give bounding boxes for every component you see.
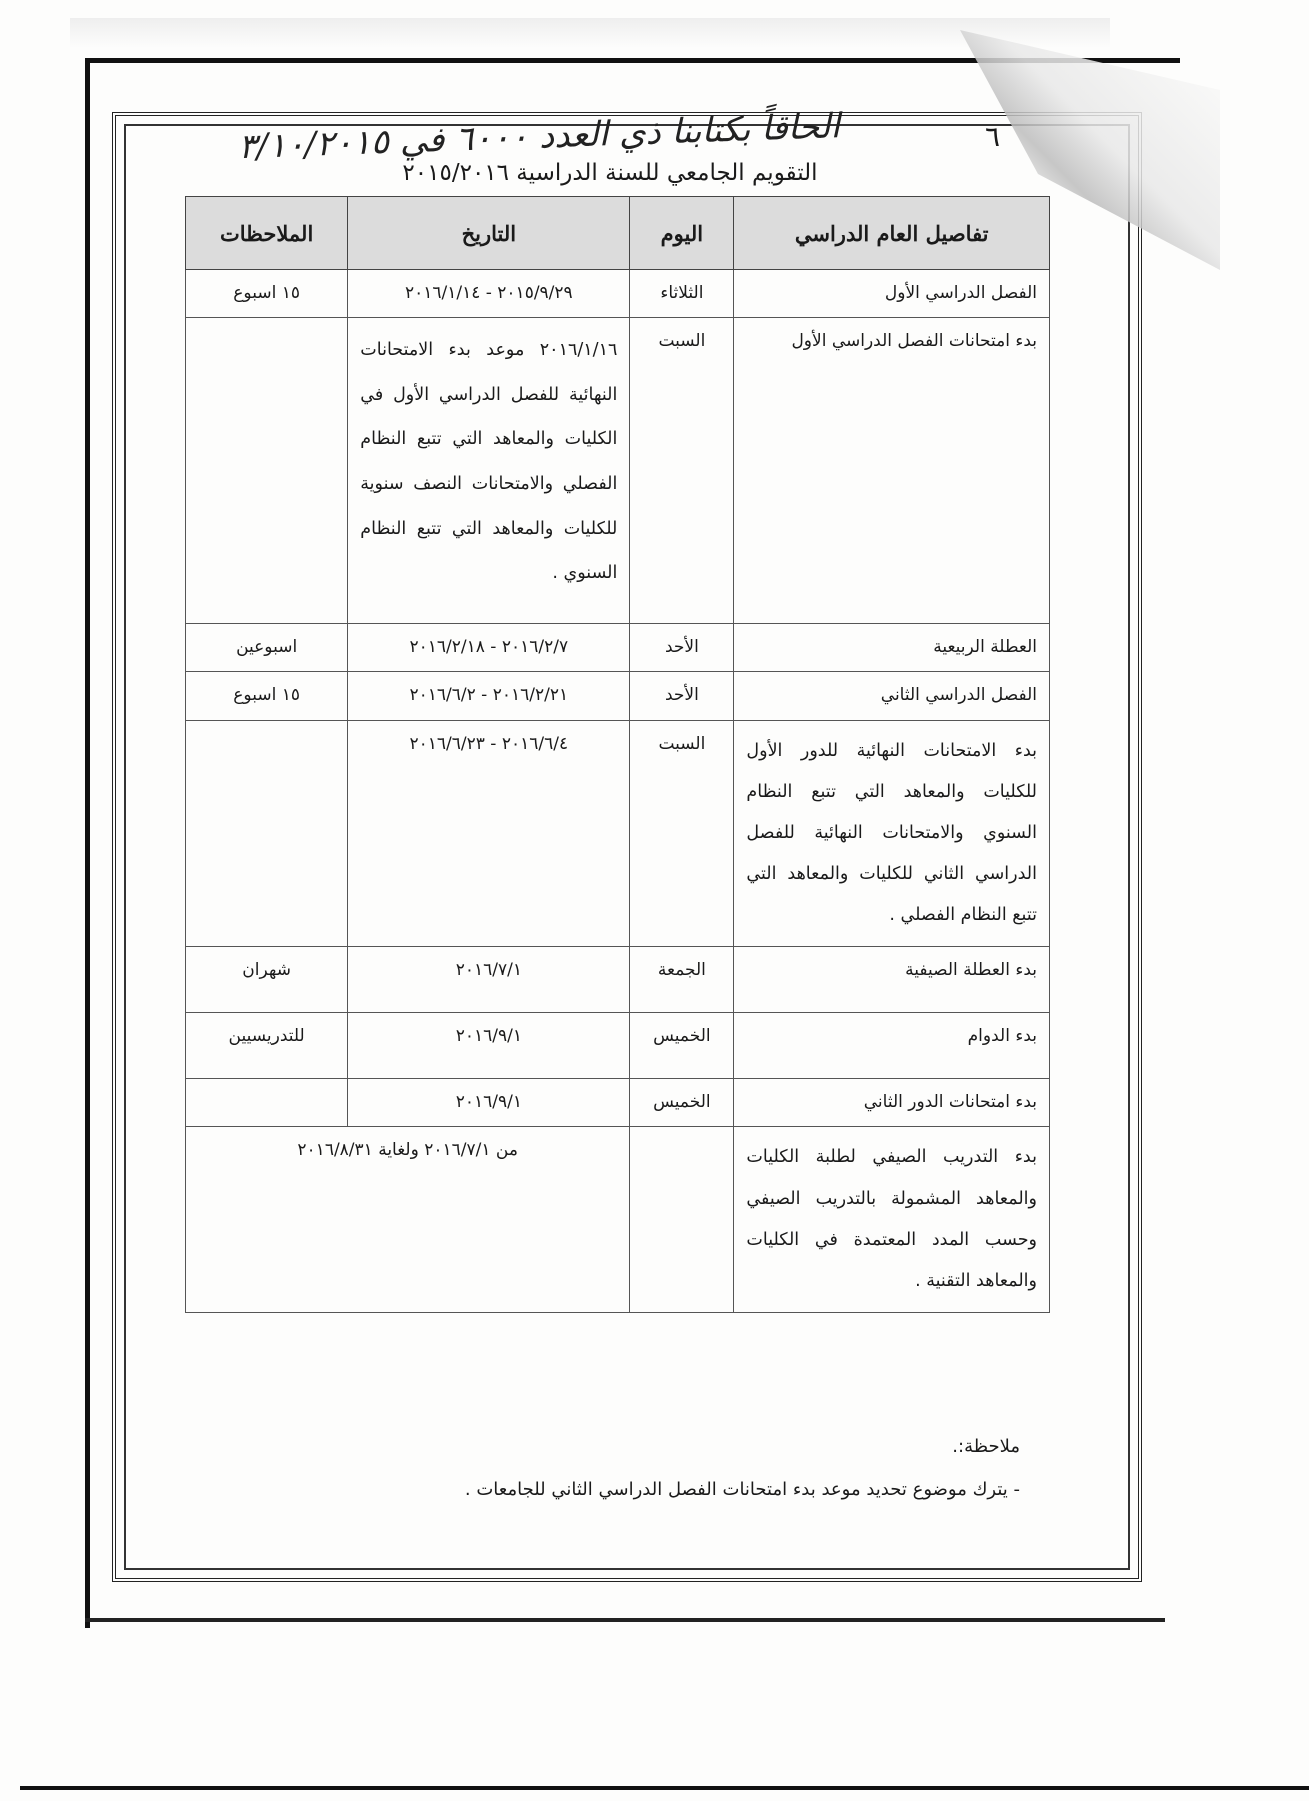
table-row bbox=[186, 947, 1050, 1013]
row-details: بدء التدريب الصيفي لطلبة الكليات والمعاهد المشمولة بالتدريب الصيفي وحسب المدد المعتمدة في الكليات والمعاهد التقنية . bbox=[734, 1127, 1050, 1313]
row-day: الجمعة bbox=[630, 947, 734, 1013]
header-details: تفاصيل العام الدراسي bbox=[734, 197, 1050, 270]
row-date: ٢٠١٦/٩/١ bbox=[348, 1013, 630, 1079]
table-row bbox=[186, 1127, 1050, 1313]
row-day: الخميس bbox=[630, 1013, 734, 1079]
table-row bbox=[186, 1013, 1050, 1079]
header-notes: الملاحظات bbox=[186, 197, 348, 270]
page-shadow bbox=[70, 18, 1110, 48]
row-notes bbox=[186, 720, 348, 947]
page-title: التقويم الجامعي للسنة الدراسية ٢٠١٥/٢٠١٦ bbox=[402, 160, 818, 186]
row-day bbox=[630, 1127, 734, 1313]
row-details: الفصل الدراسي الأول bbox=[734, 270, 1050, 318]
page-number: ٦ bbox=[985, 120, 1001, 153]
table-row bbox=[186, 720, 1050, 947]
row-details: بدء امتحانات الدور الثاني bbox=[734, 1079, 1050, 1127]
table-row bbox=[186, 318, 1050, 624]
row-notes bbox=[186, 318, 348, 624]
handwritten-note: الحاقاً بكتابنا ذي العدد ٦٠٠٠ في ٣/١٠/٢٠١٥ bbox=[237, 106, 841, 168]
row-notes: للتدريسيين bbox=[186, 1013, 348, 1079]
row-notes: شهران bbox=[186, 947, 348, 1013]
row-day: الخميس bbox=[630, 1079, 734, 1127]
row-day: السبت bbox=[630, 318, 734, 624]
row-details: بدء الامتحانات النهائية للدور الأول للكليات والمعاهد التي تتبع النظام السنوي والامتحانات النهائية للفصل الدراسي الثاني للكليات والمعاهد التي تتبع النظام الفصلي . bbox=[734, 720, 1050, 947]
note-label: ملاحظة:. bbox=[952, 1436, 1020, 1457]
row-details: بدء العطلة الصيفية bbox=[734, 947, 1050, 1013]
header-day: اليوم bbox=[630, 197, 734, 270]
row-date: ٢٠١٦/٢/٧ - ٢٠١٦/٢/١٨ bbox=[348, 624, 630, 672]
row-details: بدء الدوام bbox=[734, 1013, 1050, 1079]
row-date: ٢٠١٦/٦/٤ - ٢٠١٦/٦/٢٣ bbox=[348, 720, 630, 947]
row-details: الفصل الدراسي الثاني bbox=[734, 672, 1050, 720]
table-row bbox=[186, 624, 1050, 672]
row-day: الثلاثاء bbox=[630, 270, 734, 318]
table-row bbox=[186, 1079, 1050, 1127]
frame-bottom-line bbox=[85, 1618, 1165, 1622]
row-notes bbox=[186, 1079, 348, 1127]
table-row bbox=[186, 270, 1050, 318]
row-notes: اسبوعين bbox=[186, 624, 348, 672]
note-item: - يترك موضوع تحديد موعد بدء امتحانات الفصل الدراسي الثاني للجامعات . bbox=[464, 1479, 1020, 1500]
row-day: الأحد bbox=[630, 624, 734, 672]
table-row bbox=[186, 672, 1050, 720]
row-details: بدء امتحانات الفصل الدراسي الأول bbox=[734, 318, 1050, 624]
row-date: ٢٠١٥/٩/٢٩ - ٢٠١٦/١/١٤ bbox=[348, 270, 630, 318]
row-details: العطلة الربيعية bbox=[734, 624, 1050, 672]
row-day: الأحد bbox=[630, 672, 734, 720]
table-header-row bbox=[186, 197, 1050, 270]
row-date: من ٢٠١٦/٧/١ ولغاية ٢٠١٦/٨/٣١ bbox=[186, 1127, 630, 1313]
row-notes: ١٥ اسبوع bbox=[186, 270, 348, 318]
header-date: التاريخ bbox=[348, 197, 630, 270]
row-date: ٢٠١٦/٢/٢١ - ٢٠١٦/٦/٢ bbox=[348, 672, 630, 720]
note-block bbox=[300, 1436, 1020, 1500]
row-date: ٢٠١٦/١/١٦ موعد بدء الامتحانات النهائية للفصل الدراسي الأول في الكليات والمعاهد التي تتبع النظام الفصلي والامتحانات النصف سنوية للكليات والمعاهد التي تتبع النظام السنوي . bbox=[348, 318, 630, 624]
row-date: ٢٠١٦/٩/١ bbox=[348, 1079, 630, 1127]
row-date: ٢٠١٦/٧/١ bbox=[348, 947, 630, 1013]
calendar-table bbox=[185, 196, 1050, 1313]
row-notes: ١٥ اسبوع bbox=[186, 672, 348, 720]
row-day: السبت bbox=[630, 720, 734, 947]
scan-bottom-line bbox=[20, 1786, 1309, 1790]
